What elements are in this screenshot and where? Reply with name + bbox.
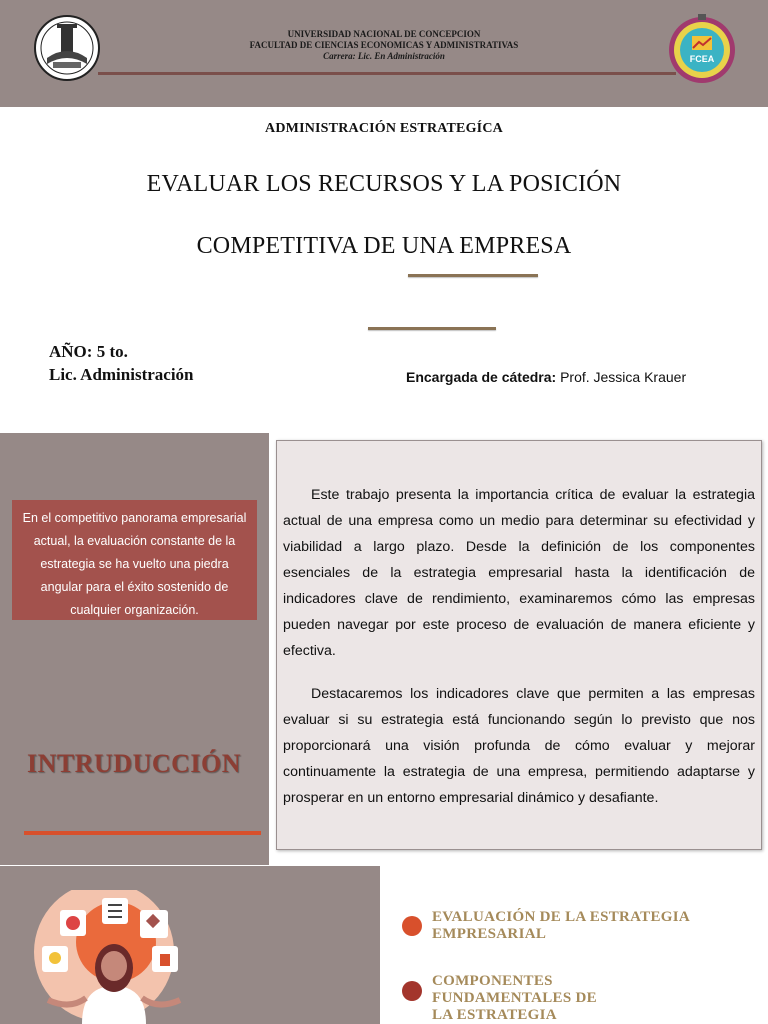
intro-title: INTRUDUCCIÓN [27,749,242,778]
year-label: AÑO: 5 to. [49,342,128,361]
faculty-seal-icon [667,12,737,84]
header-text [200,29,568,62]
intro-paragraph-2: Destacaremos los indicadores clave que permiten a las empresas evaluar si su estrategia está funcionando según lo previsto que nos proporcionará una visión profunda de cómo evaluar y mejorar continuamente la estrategia de una empresa, permitiendo adaptarse y prosperar en un entorno empresarial dinámico y desafiante. [283,686,755,806]
contents-bullet-1 [402,916,422,936]
title-divider [408,274,538,277]
career-name: Carrera: Lic. En Administración [323,51,445,61]
professor-info [406,369,686,385]
year-info [49,340,194,386]
university-seal-icon [33,14,101,82]
contents-item-2-line-3: LA ESTRATEGIA [432,1007,557,1023]
professor-name: Prof. Jessica Krauer [560,369,687,385]
course-name: ADMINISTRACIÓN ESTRATEGÍCA [265,121,503,136]
faculty-seal-text: FCEA [689,54,715,64]
header-divider [98,72,676,75]
contents-item-2-line-1: COMPONENTES [432,973,553,989]
intro-paragraph-1: Este trabajo presenta la importancia crítica de evaluar la estrategia actual de una empresa como un medio para determinar su efectividad y viabilidad a largo plazo. Desde la definición de los componentes esenciales de la estrategia empresarial hasta la identificación de indicadores clave de rendimiento, examinaremos cómo las empresas pueden navegar por este proceso de evaluación de manera eficiente y efectiva. [283,487,755,659]
intro-quote: En el competitivo panorama empresarial actual, la evaluación constante de la estrategia se ha vuelto una piedra angular para el éxito sostenido de cualquier organización. [12,500,257,620]
contents-item-2-line-2: FUNDAMENTALES DE [432,990,597,1006]
title-line-2: COMPETITIVA DE UNA EMPRESA [196,233,572,259]
title-line-1: EVALUAR LOS RECURSOS Y LA POSICIÓN [146,171,622,197]
title-divider-2 [368,327,496,330]
contents-item-1-line-2: EMPRESARIAL [432,926,547,942]
header-band [0,0,768,107]
contents-item-2[interactable] [432,973,597,1024]
faculty-name: FACULTAD DE CIENCIAS ECONOMICAS Y ADMINISTRATIVAS [249,40,519,50]
contents-item-1-line-1: EVALUACIÓN DE LA ESTRATEGIA [432,909,691,925]
intro-textbox [276,440,762,850]
university-name: UNIVERSIDAD NACIONAL DE CONCEPCION [287,29,481,39]
professor-label: Encargada de cátedra: [406,369,557,385]
degree-label: Lic. Administración [49,365,194,384]
contents-item-1[interactable] [432,909,690,943]
intro-side-panel [0,433,269,865]
contents-bullet-2 [402,981,422,1001]
intro-underline [24,831,261,835]
business-woman-illustration-icon [20,890,205,1024]
